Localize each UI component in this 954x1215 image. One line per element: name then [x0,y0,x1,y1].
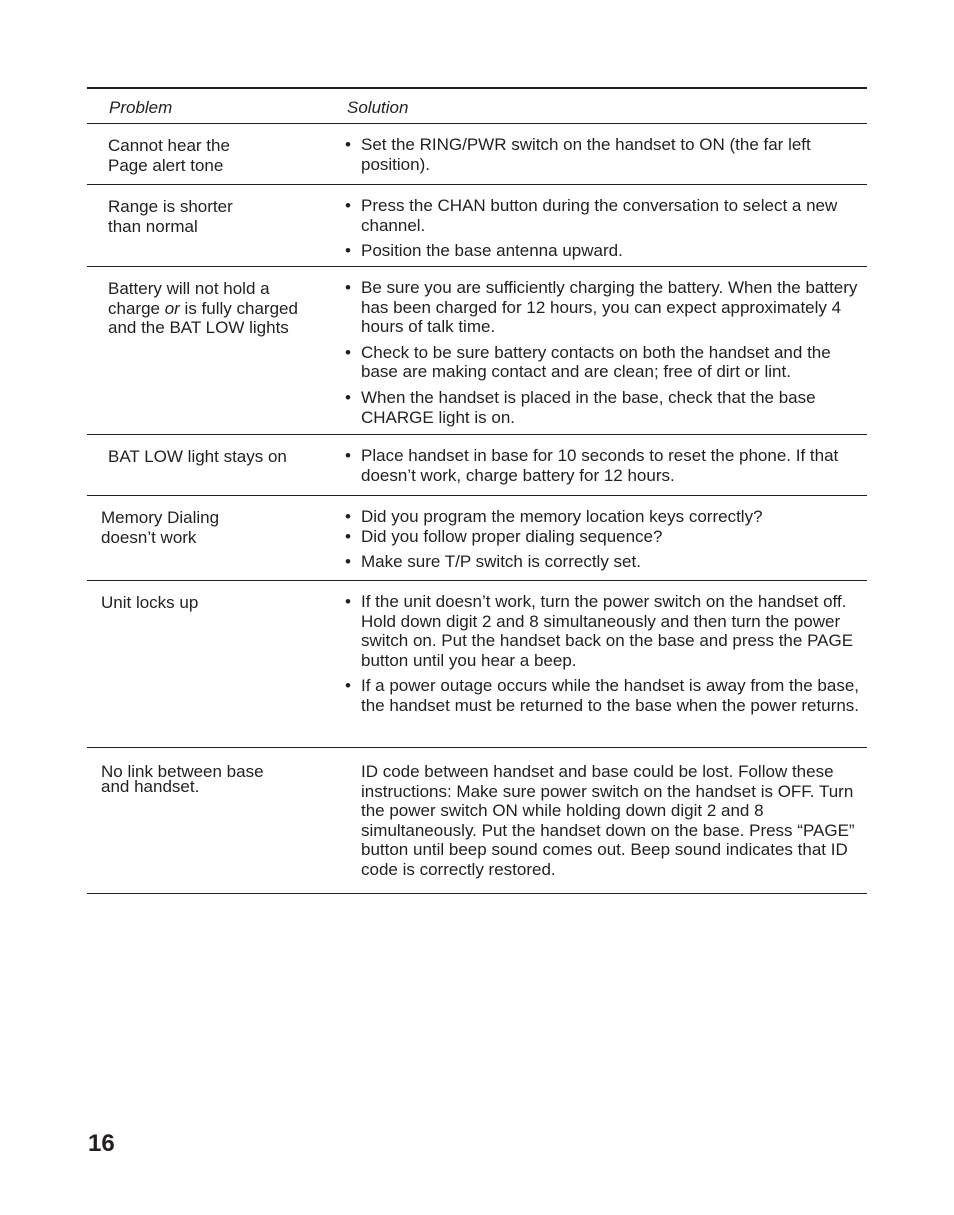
solution-cell [345,278,871,433]
solution-column-header: Solution [347,98,409,117]
solution-paragraph: ID code between handset and base could be lost. Follow these instructions: Make sure power switch on the handset is OFF. Turn the power switch ON while holding down digit 2 and 8 simultaneously. Put the handset down on the base. Press “PAGE” button until beep sound comes out. Beep sound indicates that ID code is correctly restored. [361,762,855,879]
solution-text: If the unit doesn’t work, turn the power switch on the handset off. Hold down digit 2 and 8 simultaneously and then turn the power switch on. Put the handset back on the base and press the PAGE button until you hear a beep. [361,592,854,670]
solution-text: Place handset in base for 10 seconds to reset the phone. If that doesn’t work, charge battery for 12 hours. [361,446,839,485]
bullet-icon: • [345,196,351,215]
solution-cell [345,135,871,180]
solution-cell [345,196,871,267]
problem-cell [108,279,338,338]
problem-cell: Memory Dialing doesn’t work [101,508,220,547]
solution-item [345,676,871,715]
bullet-icon: • [345,387,351,407]
bullet-icon: • [345,507,351,526]
problem-cell: No link between base and handset. [101,762,264,796]
problem-cell: BAT LOW light stays on [108,447,287,466]
solution-item [345,278,871,337]
solution-text: Press the CHAN button during the conversation to select a new channel. [361,196,838,235]
solution-item [345,241,871,261]
solution-cell [345,507,871,578]
solution-item [345,552,871,572]
bullet-icon: • [345,592,351,611]
page-number: 16 [88,1130,115,1157]
solution-item [345,196,871,235]
problem-cell: Unit locks up [101,593,199,612]
bullet-icon: • [345,135,351,154]
table-row [87,124,867,185]
solution-text: Did you follow proper dialing sequence? [361,526,663,546]
bullet-icon: • [345,552,351,572]
solution-text: If a power outage occurs while the handset is away from the base, the handset must be returned to the base when the power returns. [361,676,860,715]
solution-text: Make sure T/P switch is correctly set. [361,552,641,572]
solution-item [345,592,871,670]
solution-text: Position the base antenna upward. [361,241,623,261]
bullet-icon: • [345,526,351,546]
solution-text: When the handset is placed in the base, check that the base CHARGE light is on. [361,387,816,427]
problem-column-header: Problem [109,98,173,117]
solution-cell [345,446,871,491]
bullet-icon: • [345,278,351,297]
solution-cell [345,592,871,722]
solution-item [345,446,871,485]
problem-emphasis: or [164,298,180,318]
solution-item [345,507,871,527]
solution-text: Set the RING/PWR switch on the handset to ON (the far left position). [361,135,811,174]
table-row [87,748,867,894]
problem-cell: Cannot hear the Page alert tone [108,136,230,175]
table-row [87,496,867,581]
table-row [87,435,867,496]
bullet-icon: • [345,241,351,261]
solution-item [345,527,871,547]
table-row [87,185,867,267]
table-header [87,89,867,124]
solution-item [345,343,871,382]
solution-item [345,135,871,174]
solution-text: Be sure you are sufficiently charging the battery. When the battery has been charged for 12 hours, you can expect approximately 4 hours of talk time. [361,278,858,337]
table-row [87,581,867,748]
problem-cell: Range is shorter than normal [108,197,233,236]
troubleshooting-table [87,87,867,894]
solution-item [345,388,871,427]
table-row [87,267,867,435]
solution-text: Check to be sure battery contacts on both the handset and the base are making contact and are clean; free of dirt or lint. [361,342,831,382]
solution-cell [345,762,871,886]
bullet-icon: • [345,446,351,465]
solution-text: Did you program the memory location keys correctly? [361,507,763,526]
problem-text: is fully charged and the BAT LOW lights [108,298,298,338]
problem-text: Battery will not hold a charge [108,279,270,318]
bullet-icon: • [345,342,351,362]
bullet-icon: • [345,676,351,696]
